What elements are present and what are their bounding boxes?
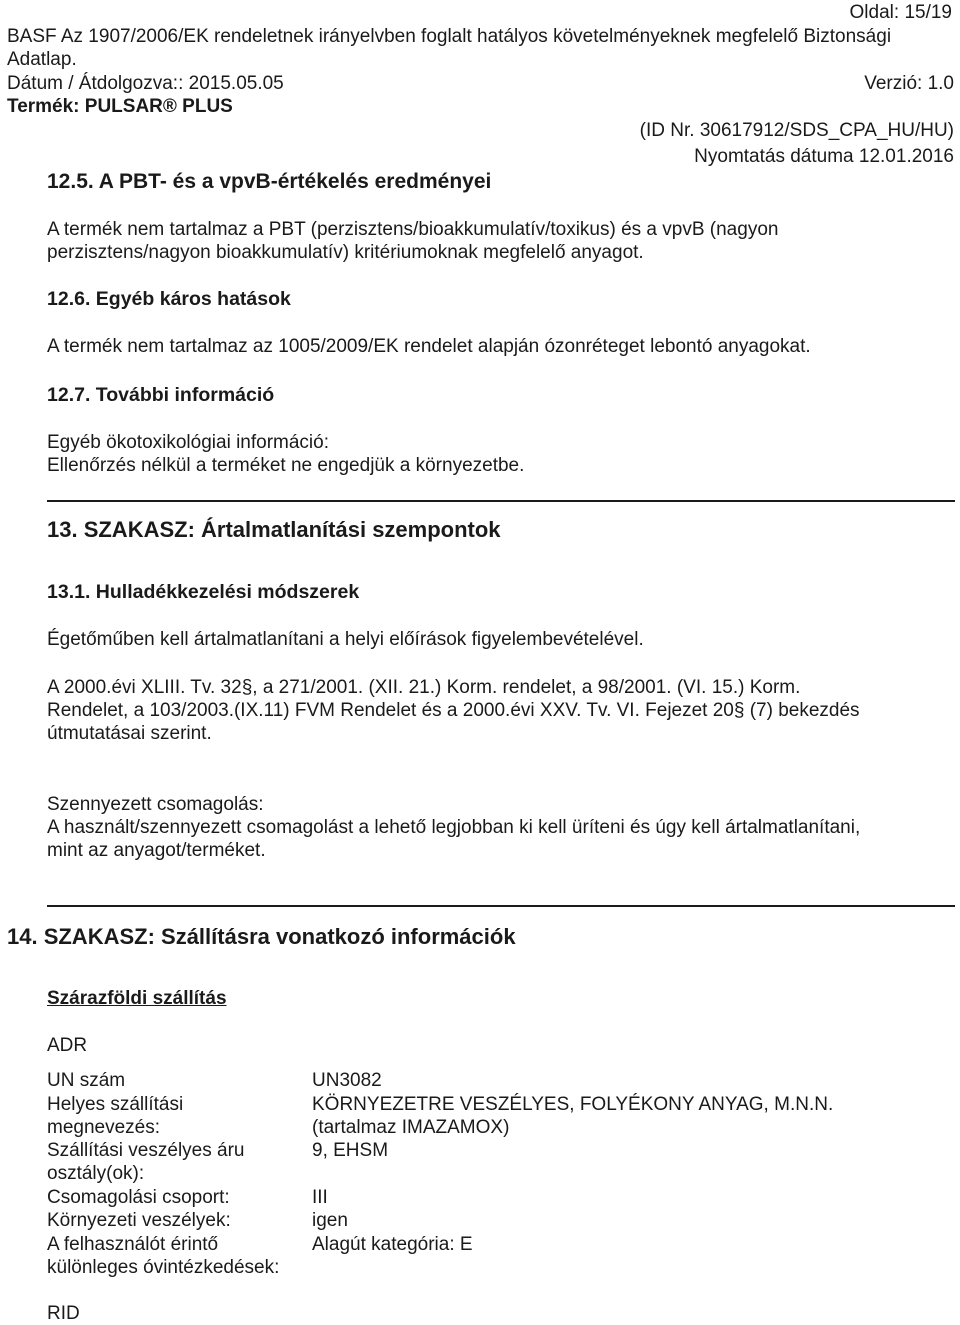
product-name: Termék: PULSAR® PLUS (7, 96, 233, 117)
environmental-hazards-value: igen (312, 1210, 348, 1231)
hazard-class-label: Szállítási veszélyes áru (47, 1140, 245, 1161)
section-12-7-title: 12.7. További információ (47, 384, 275, 406)
legal-reference-2: Rendelet, a 103/2003.(IX.11) FVM Rendelet és a 2000.évi XXV. Tv. VI. Fejezet 20§ (7) bekezdés (47, 700, 860, 721)
shipping-name-value-cont: (tartalmaz IMAZAMOX) (312, 1117, 510, 1138)
hazard-class-value: 9, EHSM (312, 1140, 389, 1161)
section-12-5-title: 12.5. A PBT- és a vpvB-értékelés eredményei (47, 170, 492, 193)
section-14-title: 14. SZAKASZ: Szállításra vonatkozó információk (7, 924, 516, 949)
packaging-label: Szennyezett csomagolás: (47, 794, 264, 815)
legal-reference-1: A 2000.évi XLIII. Tv. 32§, a 271/2001. (XII. 21.) Korm. rendelet, a 98/2001. (VI. 15.) Korm. (47, 677, 801, 698)
environmental-hazards-label: Környezeti veszélyek: (47, 1210, 231, 1231)
section-12-5-text-2: perzisztens/nagyon bioakkumulatív) kritériumoknak megfelelő anyagot. (47, 242, 644, 263)
section-divider (47, 905, 955, 907)
document-title-cont: Adatlap. (7, 49, 77, 70)
section-12-7-text-2: Ellenőrzés nélkül a terméket ne engedjük a környezetbe. (47, 455, 525, 476)
section-divider (47, 500, 955, 502)
land-transport-heading: Szárazföldi szállítás (47, 988, 227, 1009)
un-number-label: UN szám (47, 1070, 126, 1091)
revision-date: Dátum / Átdolgozva:: 2015.05.05 (7, 73, 284, 94)
packing-group-label: Csomagolási csoport: (47, 1187, 230, 1208)
version: Verzió: 1.0 (864, 73, 954, 94)
rid-heading: RID (47, 1303, 80, 1324)
special-precautions-label: A felhasználót érintő (47, 1234, 219, 1255)
hazard-class-label-cont: osztály(ok): (47, 1163, 145, 1184)
section-12-5-text-1: A termék nem tartalmaz a PBT (perzisztens/bioakkumulatív/toxikus) és a vpvB (nagyon (47, 219, 779, 240)
shipping-name-label: Helyes szállítási (47, 1094, 184, 1115)
packaging-text-2: mint az anyagot/terméket. (47, 840, 266, 861)
un-number-value: UN3082 (312, 1070, 382, 1091)
shipping-name-label-cont: megnevezés: (47, 1117, 161, 1138)
document-id: (ID Nr. 30617912/SDS_CPA_HU/HU) (639, 120, 954, 141)
page-number: Oldal: 15/19 (849, 2, 952, 23)
section-12-7-text-1: Egyéb ökotoxikológiai információ: (47, 432, 329, 453)
section-12-6-title: 12.6. Egyéb káros hatások (47, 288, 291, 310)
packing-group-value: III (312, 1187, 328, 1208)
section-13-title: 13. SZAKASZ: Ártalmatlanítási szempontok (47, 517, 501, 542)
special-precautions-label-cont: különleges óvintézkedések: (47, 1257, 280, 1278)
section-12-6-text: A termék nem tartalmaz az 1005/2009/EK rendelet alapján ózonréteget lebontó anyagokat. (47, 336, 811, 357)
document-title: BASF Az 1907/2006/EK rendeletnek irányelvben foglalt hatályos követelményeknek megfelelő Biztonsági (7, 26, 892, 47)
adr-heading: ADR (47, 1035, 88, 1056)
shipping-name-value: KÖRNYEZETRE VESZÉLYES, FOLYÉKONY ANYAG, M.N.N. (312, 1094, 834, 1115)
packaging-text-1: A használt/szennyezett csomagolást a lehető legjobban ki kell üríteni és úgy kell ártalmatlanítani, (47, 817, 861, 838)
special-precautions-value: Alagút kategória: E (312, 1234, 473, 1255)
section-13-1-text: Égetőműben kell ártalmatlanítani a helyi előírások figyelembevételével. (47, 629, 644, 650)
print-date: Nyomtatás dátuma 12.01.2016 (694, 146, 954, 167)
section-13-1-title: 13.1. Hulladékkezelési módszerek (47, 581, 360, 603)
legal-reference-3: útmutatásai szerint. (47, 723, 212, 744)
